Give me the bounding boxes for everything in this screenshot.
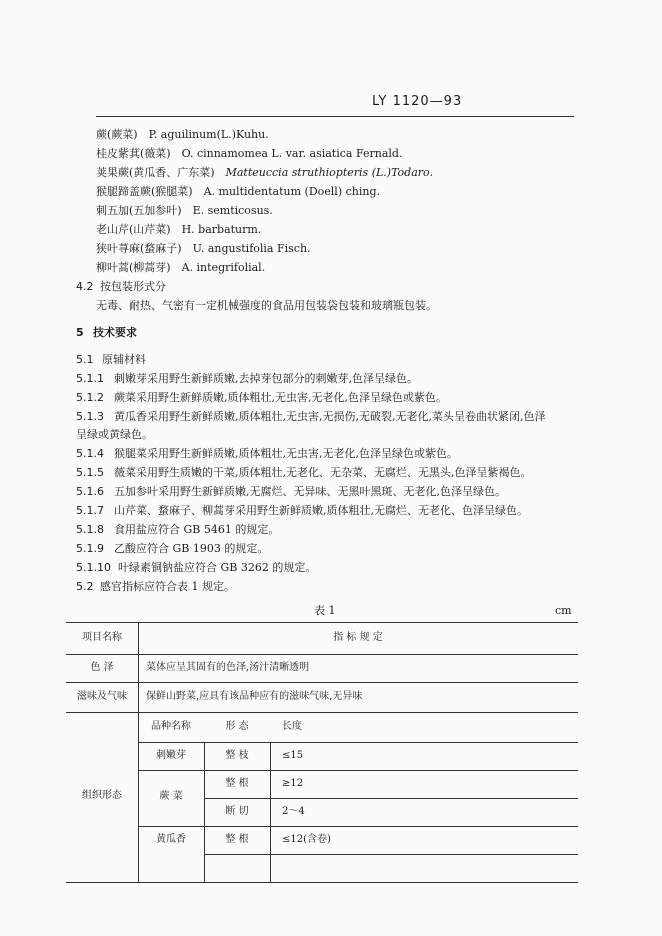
species-line: 狭叶荨麻(蝥麻子) U. angustifolia Fisch. bbox=[96, 242, 311, 255]
table-header-spec: 指 标 规 定 bbox=[333, 632, 383, 643]
table-title: 表 1 bbox=[314, 604, 336, 617]
species-line: 猴腿蹄盖蕨(猴腿菜) A. multidentatum (Doell) ching. bbox=[96, 185, 381, 198]
page-header bbox=[96, 92, 574, 117]
shape-cell: 整 根 bbox=[225, 778, 249, 789]
row-text-taste: 保鲜山野菜,应具有该品种应有的滋味气味,无异味 bbox=[146, 691, 363, 702]
clause-text: 猴腿菜采用野生新鲜质嫩,质体粗壮,无虫害,无老化,色泽呈绿色或紫色。 bbox=[114, 447, 458, 460]
clause-text: 乙酸应符合 GB 1903 的规定。 bbox=[114, 542, 269, 555]
clause-number: 5.1.10 bbox=[76, 561, 111, 574]
row-label-organization: 组织形态 bbox=[82, 790, 122, 801]
table-unit: cm bbox=[555, 604, 572, 617]
length-cell: ≤15 bbox=[282, 750, 304, 761]
section-title: 技术要求 bbox=[93, 326, 137, 339]
species-line: 荚果蕨(黄瓜香、广东菜) Matteuccia struthiopteris (L.)Todaro. bbox=[96, 166, 433, 179]
clause-text: 叶绿素铜钠盐应符合 GB 3262 的规定。 bbox=[118, 561, 317, 574]
variety-cell: 蕨 菜 bbox=[159, 791, 183, 802]
clause-text: 感官指标应符合表 1 规定。 bbox=[100, 580, 235, 593]
section-number: 5.1 bbox=[76, 353, 94, 366]
sub-header-length: 长度 bbox=[282, 721, 302, 732]
length-cell: ≤12(含卷) bbox=[282, 834, 331, 845]
shape-cell: 整 根 bbox=[225, 834, 249, 845]
clause-text: 山芹菜、蝥麻子、柳蒿芽采用野生新鲜质嫩,质体粗壮,无腐烂、无老化、色泽呈绿色。 bbox=[114, 504, 528, 517]
clause-number: 5.1.7 bbox=[76, 504, 104, 517]
length-cell: 2～4 bbox=[282, 806, 305, 817]
sub-header-shape: 形 态 bbox=[225, 721, 249, 732]
row-text-color: 菜体应呈其固有的色泽,汤汁清晰透明 bbox=[146, 662, 310, 673]
section-title: 按包装形式分 bbox=[100, 280, 166, 293]
shape-cell: 整 枝 bbox=[225, 750, 249, 761]
clause-number: 5.2 bbox=[76, 580, 94, 593]
clause-text: 刺嫩芽采用野生新鲜质嫩,去掉芽包部分的刺嫩芽,色泽呈绿色。 bbox=[114, 372, 418, 385]
length-cell: ≥12 bbox=[282, 778, 304, 789]
section-number: 5 bbox=[76, 326, 84, 339]
shape-cell: 断 切 bbox=[225, 806, 249, 817]
clause-number: 5.1.1 bbox=[76, 372, 104, 385]
variety-cell: 刺嫩芽 bbox=[156, 750, 186, 761]
table-header-item: 项目名称 bbox=[82, 632, 122, 643]
species-line: 蕨(蕨菜) P. aguilinum(L.)Kuhu. bbox=[96, 128, 269, 141]
species-line: 刺五加(五加参叶) E. semticosus. bbox=[96, 204, 273, 217]
species-line: 柳叶蒿(柳蒿芽) A. integrifolial. bbox=[96, 261, 266, 274]
standard-code: LY 1120—93 bbox=[372, 94, 463, 109]
section-title: 原辅材料 bbox=[102, 353, 146, 366]
clause-number: 5.1.4 bbox=[76, 447, 104, 460]
paragraph: 无毒、耐热、气密有一定机械强度的食品用包装袋包装和玻璃瓶包装。 bbox=[96, 299, 437, 312]
row-label-taste: 滋味及气味 bbox=[77, 691, 127, 702]
clause-text: 五加参叶采用野生新鲜质嫩,无腐烂、无异味、无黑叶黑斑、无老化,色泽呈绿色。 bbox=[114, 485, 506, 498]
variety-cell: 黄瓜香 bbox=[156, 834, 186, 845]
clause-text: 食用盐应符合 GB 5461 的规定。 bbox=[114, 523, 280, 536]
clause-number: 5.1.8 bbox=[76, 523, 104, 536]
clause-number: 5.1.2 bbox=[76, 391, 104, 404]
row-label-color: 色 泽 bbox=[90, 662, 114, 673]
clause-number: 5.1.5 bbox=[76, 466, 104, 479]
clause-number: 5.1.3 bbox=[76, 410, 104, 423]
species-line: 桂皮紫萁(薇菜) O. cinnamomea L. var. asiatica Fernald. bbox=[96, 147, 403, 160]
sub-header-variety: 品种名称 bbox=[151, 721, 191, 732]
clause-text: 薇菜采用野生质嫩的干菜,质体粗壮,无老化、无杂菜、无腐烂、无黑头,色泽呈紫褐色。 bbox=[114, 466, 532, 479]
species-line: 老山芹(山芹菜) H. barbaturm. bbox=[96, 223, 262, 236]
clause-text: 黄瓜香采用野生新鲜质嫩,质体粗壮,无虫害,无损伤,无破裂,无老化,菜头呈卷曲状紧闭,色泽 bbox=[114, 410, 546, 423]
clause-number: 5.1.6 bbox=[76, 485, 104, 498]
section-number: 4.2 bbox=[76, 280, 94, 293]
clause-text-continued: 呈绿或黄绿色。 bbox=[76, 428, 153, 441]
clause-text: 蕨菜采用野生新鲜质嫩,质体粗壮,无虫害,无老化,色泽呈绿色或紫色。 bbox=[114, 391, 447, 404]
clause-number: 5.1.9 bbox=[76, 542, 104, 555]
